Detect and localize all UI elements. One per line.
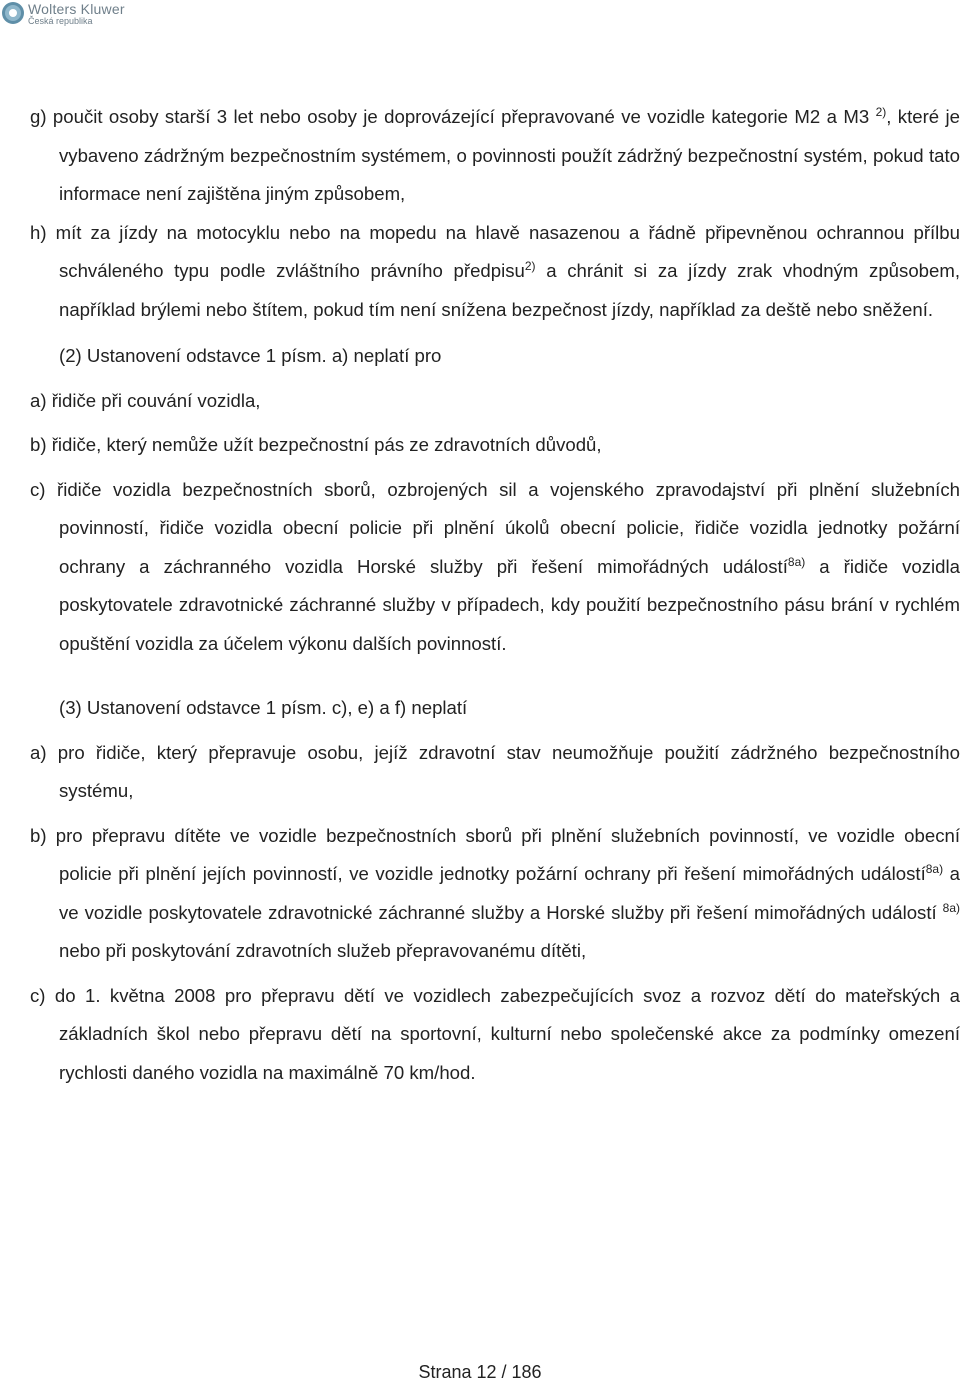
paragraph-text: a ve vozidle poskytovatele zdravotnické záchranné služby a Horské služby při řešení mimořádných událostí: [59, 863, 960, 923]
paragraph-2b: b) řidiče, který nemůže užít bezpečnostní pás ze zdravotních důvodů,: [30, 434, 602, 455]
section-3-heading: (3) Ustanovení odstavce 1 písm. c), e) a f) neplatí: [59, 697, 468, 718]
page-number: Strana 12 / 186: [418, 1362, 542, 1382]
paragraph-text: a řidiče vozidla poskytovatele zdravotnické záchranné služby v případech, kdy použití bezpečnostního pásu brání v rychlém opuštění vozidla za účelem výkonu dalších povinností.: [59, 555, 960, 654]
paragraph-text: g) poučit osoby starší 3 let nebo osoby je doprovázející přepravované ve vozidle kategorie M2 a M3: [30, 106, 876, 127]
paragraph-text: b) pro přepravu dítěte ve vozidle bezpečnostních sborů při plnění služebních povinností, ve vozidle obecní policie při plnění jejích povinností, ve vozidle jednotky požární ochrany při řešení mimořádných událostí: [30, 824, 960, 884]
paragraph-text: a chránit si za jízdy zrak vhodným způsobem, například brýlemi nebo štítem, pokud tím není snížena bezpečnost jízdy, například za deště nebo sněžení.: [59, 260, 960, 320]
paragraph-1g: [30, 98, 960, 214]
footnote-ref: 8a): [925, 862, 944, 876]
paragraph-2a: a) řidiče při couvání vozidla,: [30, 389, 261, 411]
paragraph-text: c) řidiče vozidla bezpečnostních sborů, ozbrojených sil a vojenského zpravodajství při plnění služebních povinností, řidiče vozidla obecní policie při plnění úkolů obecní policie, řidiče vozidla jednotky požární ochrany a záchranného vozidla Horské služby při řešení mimořádných událostí: [30, 478, 960, 577]
document-body: [30, 98, 960, 1092]
paragraph-text: nebo při poskytování zdravotních služeb přepravovanému dítěti,: [59, 940, 587, 961]
logo-text: [28, 2, 125, 26]
paragraph-text: h) mít za jízdy na motocyklu nebo na mopedu na hlavě nasazenou a řádně připevněnou ochrannou přílbu schváleného typu podle zvláštního právního předpisu: [30, 221, 960, 281]
paragraph-3c: c) do 1. května 2008 pro přepravu dětí ve vozidlech zabezpečujících svoz a rozvoz dětí do mateřských a základních škol nebo přepravu dětí na sportovní, kulturní nebo společenské akce za podmínky omezení rychlosti daného vozidla na maximálně 70 km/hod.: [30, 984, 960, 1083]
footnote-ref: 2): [524, 259, 536, 273]
logo-subtitle: Česká republika: [28, 16, 93, 26]
footnote-ref: 2): [875, 105, 887, 119]
paragraph-2c: [30, 471, 960, 664]
footnote-ref: 8a): [942, 900, 960, 915]
paragraph-3b: [30, 817, 960, 971]
footnote-ref: 8a): [787, 554, 806, 569]
paragraph-1h: [30, 214, 960, 330]
publisher-logo: [2, 2, 125, 26]
wolters-kluwer-logo-icon: [2, 2, 24, 24]
section-2-heading: (2) Ustanovení odstavce 1 písm. a) neplatí pro: [59, 345, 442, 366]
paragraph-text: , které je vybaveno zádržným bezpečnostním systémem, o povinnosti použít zádržný bezpečnostní systém, pokud tato informace není zajištěna jiným způsobem,: [59, 106, 960, 204]
logo-name: Wolters Kluwer: [28, 1, 125, 17]
paragraph-3a: a) pro řidiče, který přepravuje osobu, jejíž zdravotní stav neumožňuje použití zádržného bezpečnostního systému,: [30, 741, 960, 801]
